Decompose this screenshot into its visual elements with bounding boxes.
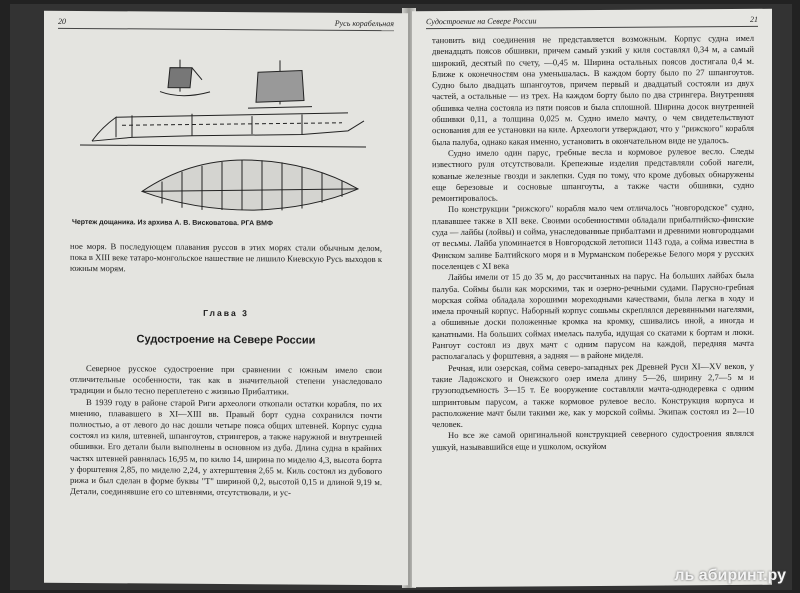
paragraph: Северное русское судостроение при сравнении с южным имело свои отличительные особенности, так как в значительной степени унаследовало традиции и было тесно переплетено с жизнью Прибалтики. [70, 363, 382, 397]
left-running-title: Русь корабельная [334, 18, 394, 29]
left-page-number: 20 [58, 16, 66, 26]
ship-drawing [72, 41, 372, 215]
small-sail-ship-icon [160, 60, 210, 96]
paragraph: Судно имело один парус, гребные весла и кормовое рулевое весло. Следы известного руля отсутствовали. Крепежные изделия представляли собой нагели, кованые железные гвозди и заклепки. Судя по тому, что кроме дубовых обнаружены еще березовые и сосновые шпангоуты, а также части обшивки, судно ремонтировалось. [432, 145, 754, 204]
left-page [44, 11, 408, 586]
right-body-text [432, 33, 754, 453]
paragraph: тановить вид соединения не представляется возможным. Корпус судна имел двенадцать поясов обшивки, причем самый узкий у киля составлял 0,34 м, а самый широкий, десятый по счету, —0,45 м. Ширина остальных поясов достигала 0,4 м. Ближе к оконечностям она уменьшалась. В каждом борту было по 27 шпангоутов. Судно было двадцать шпангоутов, причем первый и двадцатый состояли из двух частей, а остальные — из трех. На каждом борту было по два стрингера. Внутренняя обшивка челна состояла из пяти поясов и была сплошной. Ширина досок внутренней обшивки 0,11, а толщина 0,025 м. Судно имело мачту, о чем свидетельствуют основания для ее установки на киле. Археологи утверждают, что у "рижского" корабля была палуба, однако какая именно, установить в окончательном виде не удалось. [432, 32, 754, 147]
ship-side-profile [80, 111, 366, 147]
left-paragraph-top [70, 241, 382, 277]
watermark: ль абиринт.ру [674, 567, 786, 584]
figure-caption: Чертеж дощаника. Из архива А. В. Висковатова. РГА ВМФ [72, 218, 273, 228]
paragraph: По конструкции "рижского" корабля мало чем отличалось "новгородское" судно, плававшее также в XII веке. Своими особенностями обладали прибалтийско-финские суда — лайбы (лойвы) и сойма, унаследованные прибалтами и древними новгородцами от весьмы. Лайба упоминается в Новгородской летописи 1143 года, а сойма известна в Финском заливе Балтийского моря и в Мурманском побережье Белого моря у русских поселенцев с XI века [432, 202, 754, 272]
chapter-label: Глава 3 [203, 307, 249, 319]
left-body-text [70, 363, 382, 500]
square-sail-icon [248, 60, 312, 108]
chapter-title: Судостроение на Севере России [136, 333, 316, 347]
ship-plan-view [142, 159, 358, 211]
right-running-head [426, 15, 758, 29]
right-page [412, 9, 772, 588]
paragraph: Речная, или озерская, сойма северо-западных рек Древней Руси XI—XV веков, у такие Ладожского и Онежского озер имела длину 5—26, ширину 2,7—5 м и грузоподъемность 3—15 т. Ее вооружение составляли мачта-однодеревка с одним шпринтовым парусом, а также кормовое рулевое весло. Конструкция корпуса и расположение мачт были такими же, как у морской соймы. Экипаж состоял из 2—10 человек. [432, 360, 754, 430]
left-running-head [58, 17, 394, 31]
paragraph: Лайбы имели от 15 до 35 м, до рассчитанных на парус. На больших лайбах была палуба. Соймы были как морскими, так и озерно-речными судами. Парусно-гребная морская сойма обладала хорошими мореходными качествами, была легка в ходу и имела прочный корпус. Наборный корпус сошьмы скреплялся деревянными нагелями, а обшивные доски положенные кромка на кромку, сшивались иной, а иногда и канатными. На больших соймах имелась палуба, идущая со скатами к бортам и люки. Рангоут состоял из двух мачт с одним парусом на каждой, передняя мачта располагалась у форштевня, а задняя — в районе миделя. [432, 270, 754, 362]
paragraph: В 1939 году в районе старой Риги археологи откопали остатки корабля, по их мнению, плававшего в XI—XIII вв. Правый борт судна сохранился почти полностью, а от левого до нас дошли четыре пояса общих штевней. Корпус судна состоял из киля, штевней, шпангоутов, стрингеров, а также наружной и внутренней обшивки. Его детали были выполнены в основном из дуба. Длина судна в крайних частях штевней равнялась 16,95 м, по килю 14, ширина по миделю 4,3, высота борта у форштевня 2,85, по миделю 2,24, у ахтерштевня 2,65 м. Киль состоял из дубового рижа и был сделан в форме буквы "Т" шириной 0,2, высотой 0,15 и длиной 9,19 м. Детали, соединявшие его со штевнями, отсутствовали, и ус- [70, 396, 382, 498]
right-page-number: 21 [750, 14, 758, 24]
paragraph: Но все же самой оригинальной конструкцией северного судостроения являлся ушкуй, называвшийся еще и ушколом, оскуйом [432, 428, 754, 452]
book-spread [10, 4, 792, 590]
right-running-title: Судостроение на Севере России [426, 16, 537, 27]
paragraph: ное моря. В последующем плавания руссов в этих морях стали обычным делом, пока в XIII веке татаро-монгольское нашествие не лишило Киевскую Русь выходов к южным морям. [70, 240, 382, 274]
